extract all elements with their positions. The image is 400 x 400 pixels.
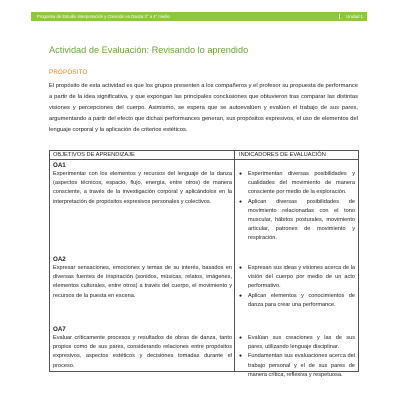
purpose-heading: PROPÓSITO: [49, 69, 88, 76]
bullet-icon: ●: [239, 353, 243, 360]
indicator-item: [239, 292, 355, 310]
bullet-icon: ●: [239, 198, 243, 205]
objective-text: Expresar sensaciones, emociones y temas de su interés, basados en diversas fuentes de inspiración (sonidos, músicas, relatos, imágenes, elementos culturales, entre otros) a través del cuerpo, el movimiento y recursos de la puesta en escena.: [53, 265, 232, 299]
purpose-paragraph: El propósito de esta actividad es que los grupos presenten a los compañeros y el profesor su propuesta de performance a partir de la idea significativa, y que expongan las principales conclusiones que obtuvieron tras comparar las distintas visiones y percepciones del cuerpo. Asimismo, se espera que se autoevalúen y evalúen el trabajo de sus pares, argumentando a partir del efecto que dichas performances generan, sus propósitos expresivos, el uso de elementos del lenguaje corporal y la aplicación de criterios estéticos.: [49, 83, 358, 134]
objectives-table: [49, 150, 359, 378]
indicator-text: Aplican diversas posibilidades de movimiento relacionadas con el tono muscular, hábitos posturales, movimiento articular, patrones de movimiento y respiración.: [248, 198, 355, 242]
indicators-oa7: [239, 324, 355, 378]
bullet-icon: ●: [239, 265, 243, 271]
indicator-item: [239, 352, 355, 380]
bullet-icon: ●: [239, 171, 243, 177]
indicator-item: [239, 170, 355, 198]
unit-badge: Unidad 1: [339, 14, 363, 19]
indicators-oa1: [239, 160, 355, 254]
indicator-text: Aplican elementos y conocimientos de danza para crear una performance.: [248, 292, 355, 308]
indicator-item: [239, 198, 355, 244]
program-title: Programa de Estudio Interpretación y Creación en Danza 3° a 4° medio: [37, 14, 170, 19]
indicator-item: [239, 264, 355, 292]
objective-oa7: [53, 324, 232, 372]
page-title: Actividad de Evaluación: Revisando lo aprendido: [49, 45, 249, 55]
objective-code: OA7: [53, 326, 66, 333]
bullet-icon: ●: [239, 335, 243, 341]
objective-code: OA1: [53, 162, 66, 169]
indicator-text: Experimentan diversas posibilidades y cualidades del movimiento de manera consciente por medio de la exploración.: [248, 171, 355, 196]
bullet-icon: ●: [239, 292, 243, 299]
objective-oa2: [53, 254, 232, 324]
indicator-text: Evalúan sus creaciones y las de sus pares, utilizando lenguaje disciplinar.: [248, 335, 355, 351]
header-bar: [31, 12, 367, 21]
indicators-header: INDICADORES DE EVALUACIÓN: [235, 151, 358, 160]
objective-oa1: [53, 160, 232, 254]
objective-code: OA2: [53, 256, 66, 263]
indicators-oa2: [239, 254, 355, 324]
indicator-text: Fundamentan sus evaluaciones acerca del trabajo personal y el de sus pares de manera crítica, reflexiva y respetuosa.: [248, 353, 355, 378]
indicators-column: [235, 151, 358, 378]
objective-text: Experimentar con los elementos y recursos del lenguaje de la danza (aspectos técnicos, espacio, flujo, energía, entre otros) de manera consciente, a través de la investigación corporal y aplicándolos en la interpretación de propósitos expresivos personales y colectivos.: [53, 171, 232, 205]
indicator-item: [239, 334, 355, 352]
objective-text: Evaluar críticamente procesos y resultados de obras de danza, tanto propios como de sus pares, considerando relaciones entre propósitos expresivos, aspectos estéticos y decisiones tomadas durante el proceso.: [53, 335, 232, 369]
objectives-column: [50, 151, 235, 371]
indicator-text: Expresan sus ideas y visiones acerca de la visión del cuerpo por medio de un acto performativo.: [248, 265, 355, 290]
objectives-header: OBJETIVOS DE APRENDIZAJE: [50, 151, 234, 160]
